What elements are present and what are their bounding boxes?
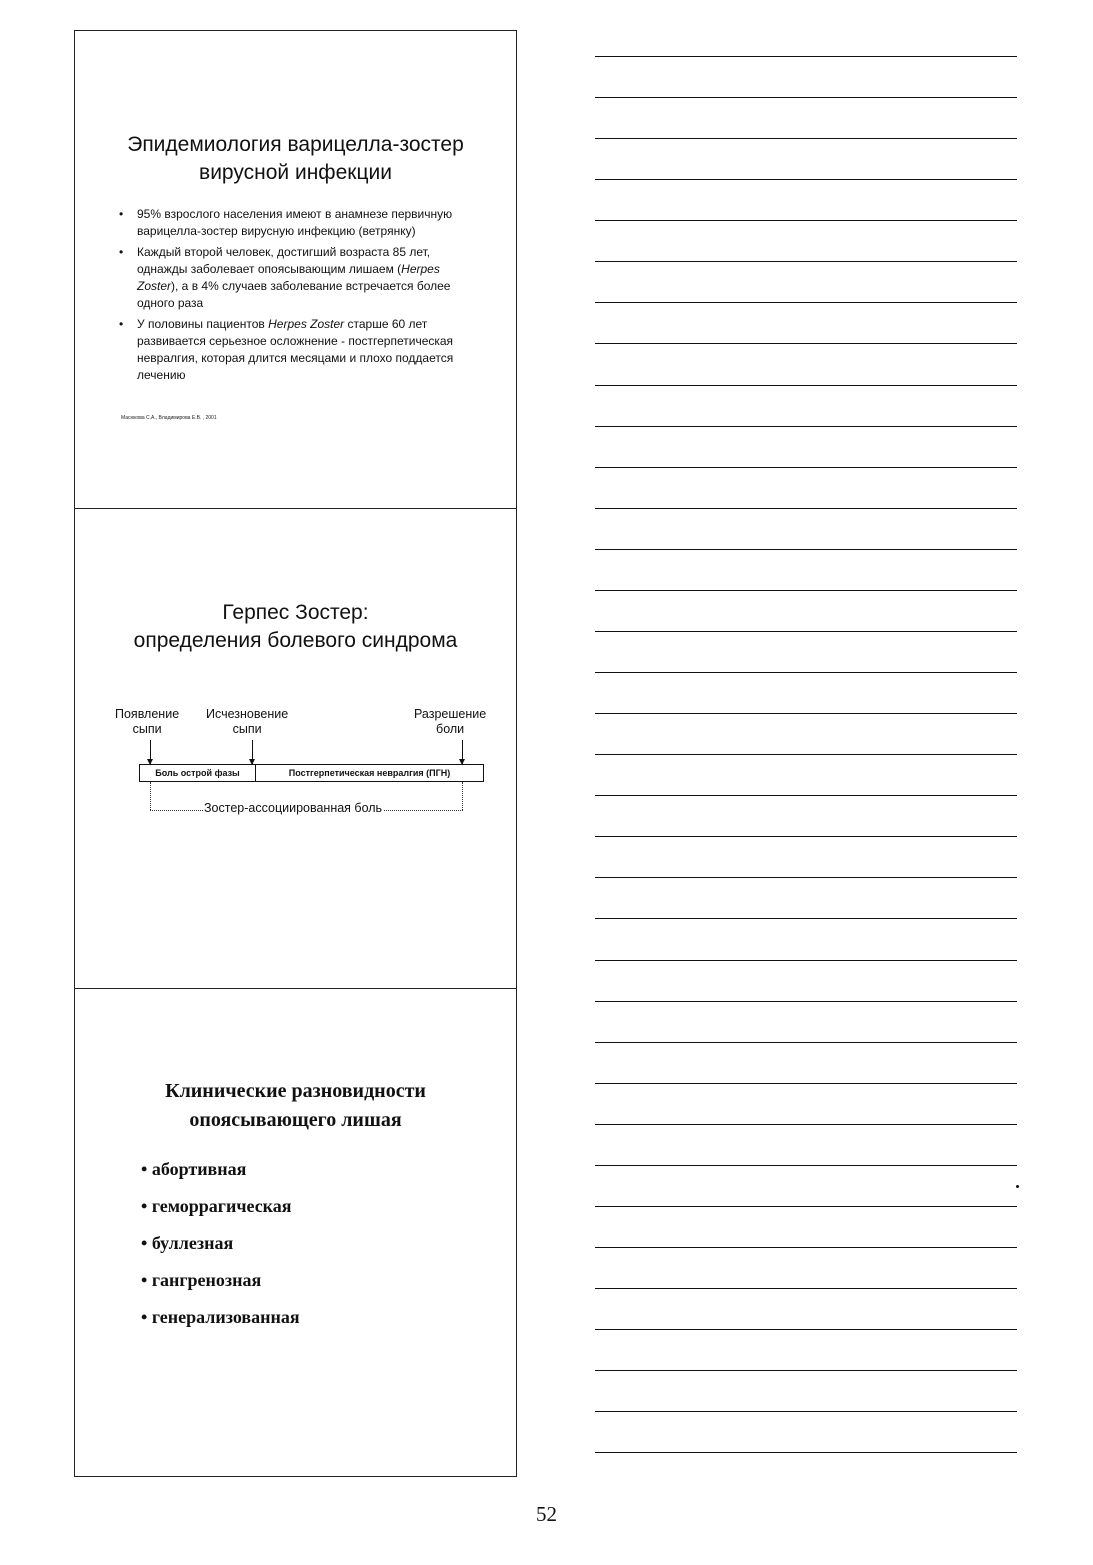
bullet-dot-icon (1016, 1185, 1019, 1188)
arrow-down-icon (252, 740, 253, 764)
note-line (595, 1165, 1017, 1166)
note-line (595, 56, 1017, 57)
note-line (595, 960, 1017, 961)
list-item: • У половины пациентов Herpes Zoster старше 60 лет развивается серьезное осложнение - постгерпетическая невралгия, которая длится месяцами и плохо поддается лечению (113, 316, 473, 384)
note-line (595, 138, 1017, 139)
note-line (595, 1329, 1017, 1330)
bracket-left (150, 782, 151, 810)
list-item: • 95% взрослого населения имеют в анамнезе первичную варицелла-зостер вирусную инфекцию (ветрянку) (113, 206, 473, 240)
note-line (595, 1001, 1017, 1002)
slide-pain-definitions (74, 508, 517, 989)
list-item: • генерализованная (141, 1305, 300, 1342)
zoster-associated-pain-label: Зостер-ассоциированная боль (204, 801, 383, 815)
note-line (595, 795, 1017, 796)
arrow-down-icon (150, 740, 151, 764)
bullet-list (113, 206, 473, 388)
list-item: • Каждый второй человек, достигший возраста 85 лет, однажды заболевает опоясывающим лишаем (Herpes Zoster), а в 4% случаев заболевание встречается более одного раза (113, 244, 473, 312)
label-pain-resolution: Разрешение боли (414, 707, 487, 736)
page-number: 52 (536, 1502, 557, 1526)
list-item: • гангренозная (141, 1268, 300, 1305)
note-line (595, 467, 1017, 468)
note-line (595, 1452, 1017, 1453)
note-line (595, 302, 1017, 303)
note-line (595, 261, 1017, 262)
note-line (595, 1083, 1017, 1084)
slide-title: Герпес Зостер: определения болевого синдрома (133, 601, 458, 652)
note-line (595, 97, 1017, 98)
label-rash-onset: Появление сыпи (115, 707, 180, 736)
note-line (595, 1206, 1017, 1207)
note-line (595, 918, 1017, 919)
bracket-right (462, 782, 463, 810)
arrow-down-icon (462, 740, 463, 764)
slide-title: Клинические разновидности опоясывающего лишая (165, 1080, 426, 1131)
note-line (595, 549, 1017, 550)
note-line (595, 1288, 1017, 1289)
note-line (595, 343, 1017, 344)
variety-list (141, 1157, 300, 1342)
note-line (595, 1124, 1017, 1125)
note-line (595, 672, 1017, 673)
note-line (595, 631, 1017, 632)
note-line (595, 1370, 1017, 1371)
note-line (595, 508, 1017, 509)
slide-epidemiology (74, 30, 517, 509)
label-rash-resolution: Исчезновение сыпи (206, 707, 289, 736)
source-citation: Масюкова С.А., Владимирова Е.В. , 2001 (121, 415, 217, 421)
note-line (595, 220, 1017, 221)
note-line (595, 385, 1017, 386)
slide-title: Эпидемиология варицелла-зостер вирусной инфекции (127, 133, 464, 184)
note-line (595, 179, 1017, 180)
note-line (595, 1042, 1017, 1043)
note-line (595, 426, 1017, 427)
slide-clinical-varieties (74, 988, 517, 1477)
list-item: • абортивная (141, 1157, 300, 1194)
note-line (595, 836, 1017, 837)
phn-box: Постгерпетическая невралгия (ПГН) (255, 764, 484, 782)
note-line (595, 1411, 1017, 1412)
acute-phase-box: Боль острой фазы (139, 764, 256, 782)
list-item: • буллезная (141, 1231, 300, 1268)
note-line (595, 1247, 1017, 1248)
note-line (595, 590, 1017, 591)
list-item: • геморрагическая (141, 1194, 300, 1231)
note-line (595, 754, 1017, 755)
note-line (595, 713, 1017, 714)
note-line (595, 877, 1017, 878)
